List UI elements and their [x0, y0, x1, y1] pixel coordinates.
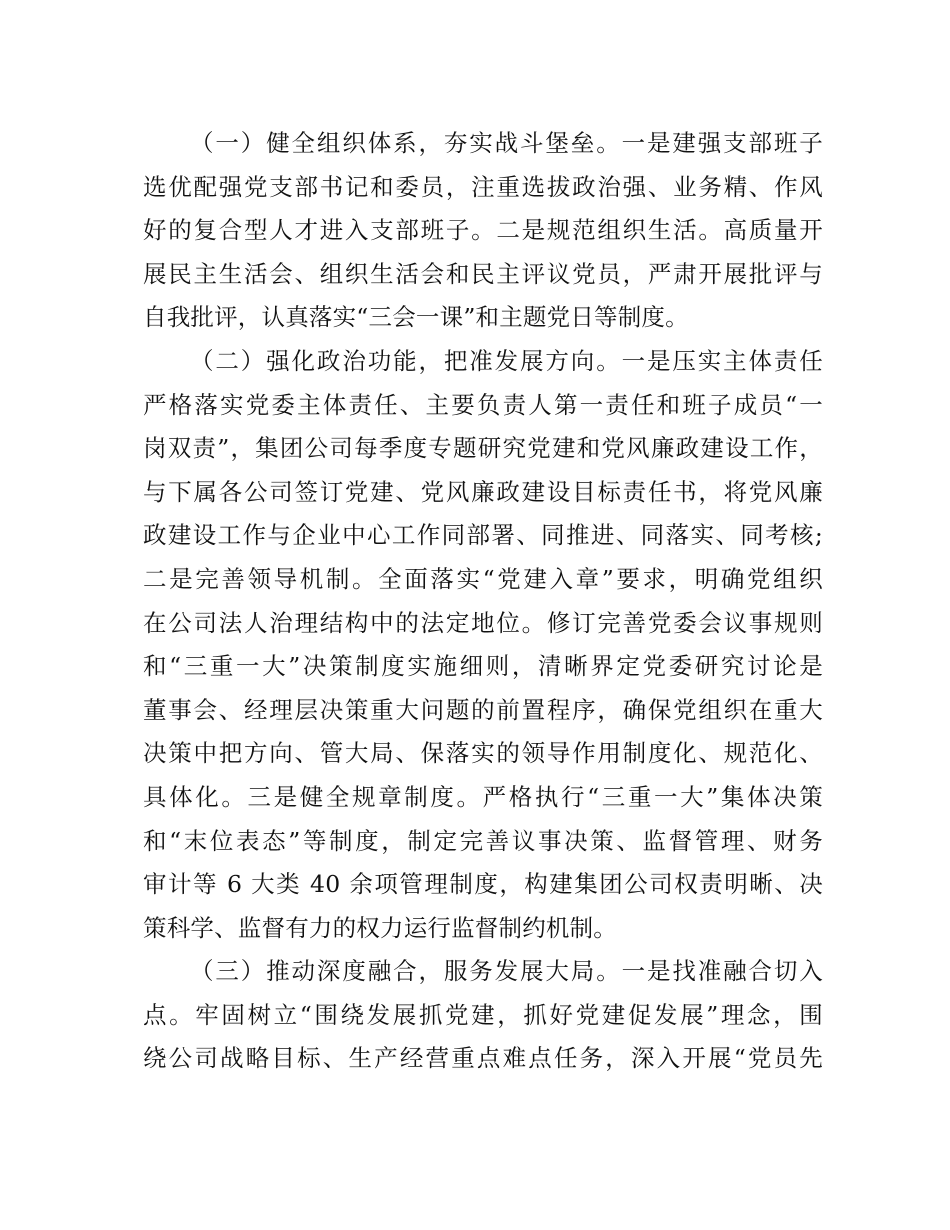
text-line: 和“末位表态”等制度，制定完善议事决策、监督管理、财务 [143, 826, 823, 855]
text-line: 和“三重一大”决策制度实施细则，清晰界定党委研究讨论是 [143, 652, 823, 681]
text-line: 岗双责”，集团公司每季度专题研究党建和党风廉政建设工作， [143, 434, 823, 463]
text-line: 绕公司战略目标、生产经营重点难点任务，深入开展“党员先 [143, 1044, 823, 1073]
text-line: 在公司法人治理结构中的法定地位。修订完善党委会议事规则 [143, 608, 823, 637]
text-line: 策科学、监督有力的权力运行监督制约机制。 [143, 913, 617, 942]
text-line: （三）推动深度融合，服务发展大局。一是找准融合切入 [190, 957, 823, 986]
text-line: （二）强化政治功能，把准发展方向。一是压实主体责任 [190, 346, 823, 375]
text-line: 董事会、经理层决策重大问题的前置程序，确保党组织在重大 [143, 695, 823, 724]
text-line: 自我批评，认真落实“三会一课”和主题党日等制度。 [143, 303, 689, 332]
paragraph-1 [143, 122, 823, 340]
document-page [143, 122, 823, 1081]
text-line: 具体化。三是健全规章制度。严格执行“三重一大”集体决策 [143, 782, 823, 811]
text-line: 二是完善领导机制。全面落实“党建入章”要求，明确党组织 [143, 564, 823, 593]
text-line: 与下属各公司签订党建、党风廉政建设目标责任书，将党风廉 [143, 477, 823, 506]
text-line: 审计等 6 大类 40 余项管理制度，构建集团公司权责明晰、决 [143, 870, 823, 899]
text-line: 选优配强党支部书记和委员，注重选拔政治强、业务精、作风 [143, 172, 823, 201]
paragraph-2 [143, 340, 823, 950]
text-line: （一）健全组织体系，夯实战斗堡垒。一是建强支部班子 [190, 129, 823, 157]
text-line: 好的复合型人才进入支部班子。二是规范组织生活。高质量开 [143, 216, 823, 245]
text-line: 点。牢固树立“围绕发展抓党建，抓好党建促发展”理念，围 [143, 1000, 823, 1029]
text-line: 展民主生活会、组织生活会和民主评议党员，严肃开展批评与 [143, 259, 823, 288]
text-line: 政建设工作与企业中心工作同部署、同推进、同落实、同考核; [143, 521, 823, 550]
text-line: 决策中把方向、管大局、保落实的领导作用制度化、规范化、 [143, 739, 823, 768]
paragraph-3 [143, 950, 823, 1081]
text-line: 严格落实党委主体责任、主要负责人第一责任和班子成员“一 [143, 390, 823, 419]
